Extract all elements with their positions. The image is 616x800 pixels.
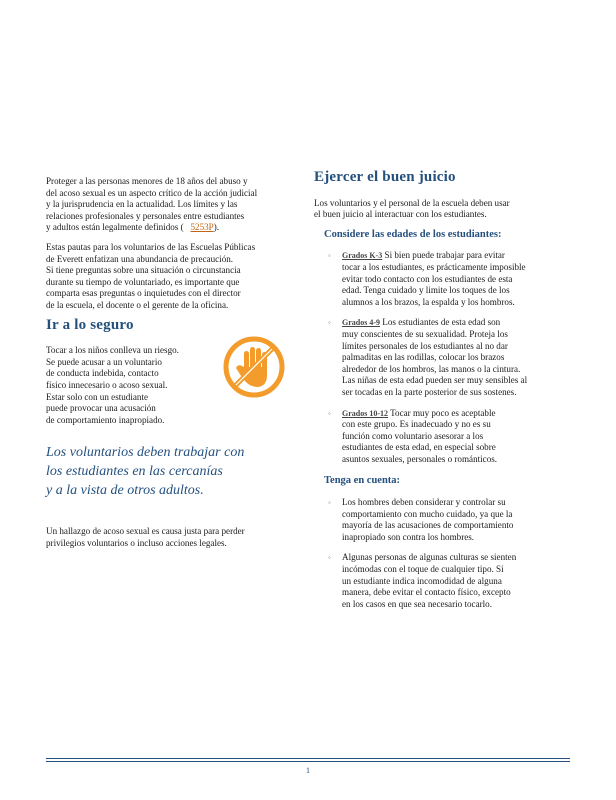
policy-link-5253p[interactable]: 5253P [190,222,214,233]
left-column [46,176,284,557]
text-line: ◦ Los hombres deben considerar y controlar su [342,497,506,508]
text-line: físico innecesario o acoso sexual. [46,379,168,390]
ir-seguro-section [46,345,284,437]
text-line: evitar todo contacto con los estudiantes de esta [342,273,513,284]
quote-line: y a la vista de otros adultos. [46,483,204,499]
text-line: inapropiado son contra los hombres. [342,531,475,542]
grade-label: Grados K-3 [342,251,383,261]
text-line: y la jurisprudencia en la actualidad. Los límites y las [46,199,238,210]
footer-rule-top [46,758,570,759]
text-line: Estas pautas para los voluntarios de las Escuelas Públicas [46,241,256,252]
text-line: función como voluntario asesorar a los [342,430,484,441]
text-line: Las niñas de esta edad pueden ser muy sensibles al [342,375,528,386]
text-line: asuntos sexuales, personales o románticos. [342,453,498,464]
text-line: relaciones profesionales y personales entre estudiantes [46,210,245,221]
text-line: manera, debe evitar el contacto físico, excepto [342,587,511,598]
list-item-note-men [314,497,562,543]
text-line: palmaditas en las rodillas, colocar los brazos [342,352,505,363]
text-line: durante su tiempo de voluntariado, es importante que [46,276,240,287]
text-line: mayoría de las acusaciones de comportamiento [342,520,514,531]
text-line: Los voluntarios y el personal de la escuela deben usar [314,197,510,208]
text-line: alrededor de los hombros, las manos o la cintura. [342,363,521,374]
ir-seguro-heading: Ir a lo seguro [46,316,134,333]
text-line: ser tocadas en la parte posterior de sus sostenes. [342,386,517,397]
text-line: edad. Tenga cuidado y limite los toques de los [342,285,510,296]
text-line: Un hallazgo de acoso sexual es causa justa para perder [46,526,245,537]
text-line: tocar a los estudiantes, es prácticamente imposible [342,261,526,272]
quote-line: los estudiantes en las cercanías [46,464,223,480]
text-line: privilegios voluntarios o incluso acciones legales. [46,537,227,548]
grade-label: Grados 4-9 [342,318,380,328]
text-line: límites personales de los estudiantes al no dar [342,340,508,351]
no-touch-hand-icon [222,335,286,399]
text-line: ◦ Grados 10-12 Tocar muy poco es aceptable [342,407,496,418]
list-item-grades-4-9 [314,317,562,398]
closing-paragraph [46,526,284,549]
tenga-en-cuenta-heading: Tenga en cuenta: [324,475,401,487]
text-line: comportamiento con mucho cuidado, ya que la [342,508,513,519]
text-line: de conducta indebida, contacto [46,368,159,379]
text-line: Se puede acusar a un voluntario [46,356,162,367]
text-line: Estar solo con un estudiante [46,391,149,402]
page-number: 1 [306,766,310,775]
text-line: del acoso sexual es un aspecto crítico de la acción judicial [46,187,258,198]
ir-seguro-text [46,345,206,426]
text-line: puede provocar una acusación [46,403,156,414]
text-line: en los casos en que sea necesario tocarlo. [342,598,492,609]
judgment-paragraph [314,198,562,221]
list-item-note-cultures [314,552,562,610]
text-line: un estudiante indica incomodidad de alguna [342,575,502,586]
text-line: el buen juicio al interactuar con los estudiantes. [314,209,487,220]
text-line: y adultos están legalmente definidos ( 5253P). [46,222,220,233]
text-line: de la escuela, el docente o el gerente de la oficina. [46,299,229,310]
list-item-grades-10-12 [314,408,562,466]
footer-rule-bottom [46,761,570,762]
intro-paragraph [46,176,284,234]
text-line: ◦ Algunas personas de algunas culturas se sienten [342,552,517,563]
guidelines-paragraph [46,242,284,312]
pull-quote [46,443,284,500]
quote-line: Los voluntarios deben trabajar con [46,445,245,461]
text-line: Proteger a las personas menores de 18 años del abuso y [46,176,248,186]
text-line: comparta esas preguntas o inquietudes con el director [46,288,241,299]
considere-edades-heading: Considere las edades de los estudiantes: [324,228,502,240]
text-line: de Everett enfatizan una abundancia de precaución. [46,253,234,264]
text-line: con este grupo. Es inadecuado y no es su [342,419,491,430]
text-line: Si tiene preguntas sobre una situación o circunstancia [46,265,241,276]
text-line: ◦ Grados 4-9 Los estudiantes de esta edad son [342,317,501,328]
text-line: alumnos a los brazos, la espalda y los hombros. [342,296,515,307]
grades-list [314,250,562,465]
ejercer-juicio-heading: Ejercer el buen juicio [314,169,456,185]
text-line: de comportamiento inapropiado. [46,414,165,425]
text-line: incómodas con el toque de cualquier tipo. Si [342,564,504,575]
text-line: estudiantes de esta edad, en especial sobre [342,442,496,453]
grade-label: Grados 10-12 [342,408,388,418]
right-column [314,169,562,620]
text-line: muy conscientes de su sexualidad. Proteja los [342,328,508,339]
text-line: Tocar a los niños conlleva un riesgo. [46,345,179,356]
text-line: ◦ Grados K-3 Si bien puede trabajar para evitar [342,250,505,261]
list-item-grades-k3 [314,250,562,308]
notes-list [314,497,562,610]
